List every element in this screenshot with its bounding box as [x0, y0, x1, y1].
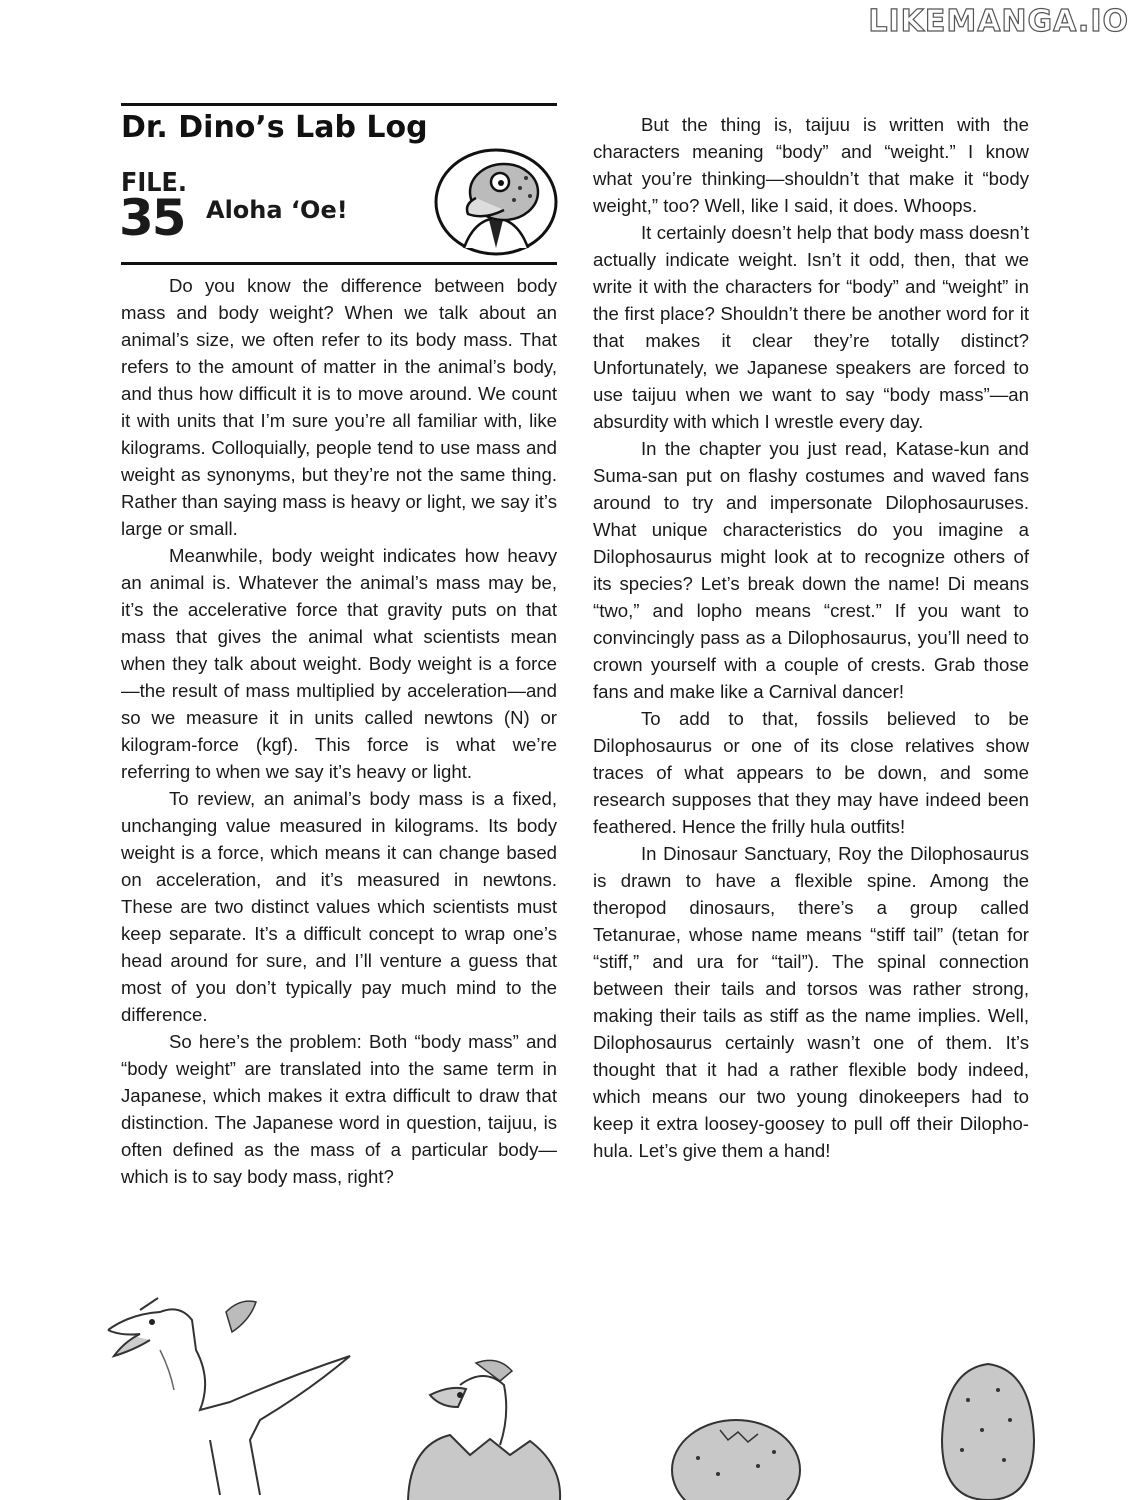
right-text-column — [593, 111, 1029, 1164]
egg-cracked-illustration — [668, 1408, 804, 1500]
paragraph: It certainly doesn’t help that body mass doesn’t actually indicate weight. Isn’t it odd, then, that we write it with the characters for “body” and “weight” in the first place? Shouldn’t there be another word for it that makes it clear they’re totally distinct? Unfortunately, we Japanese speakers are forced to use taijuu when we want to say “body mass”—an absurdity with which I wrestle every day. — [593, 222, 1029, 432]
paragraph: To review, an animal’s body mass is a fixed, unchanging value measured in kilograms. Its body weight is a force, which means it can change based on acceleration, and it’s measured in newtons. These are two distinct values which scientists must keep separate. It’s a difficult concept to wrap one’s head around for sure, and I’ll venture a guess that most of you don’t typically pay much mind to the difference. — [121, 788, 557, 1025]
paragraph: In the chapter you just read, Katase-kun and Suma-san put on flashy costumes and waved fans around to try and impersonate Dilophosauruses. What unique characteristics do you imagine a Dilophosaurus might look at to recognize others of its species? Let’s break down the name! Di means “two,” and lopho means “crest.” If you want to convincingly pass as a Dilophosaurus, you’ll need to crown yourself with a couple of crests. Grab those fans and make like a Carnival dancer! — [593, 438, 1029, 702]
hatchling-illustration — [400, 1355, 570, 1500]
paragraph: But the thing is, taijuu is written with the characters meaning “body” and “weight.” I know what you’re thinking—shouldn’t that make it “body weight,” too? Well, like I said, it does. Whoops. — [593, 114, 1029, 216]
paragraph: Meanwhile, body weight indicates how heavy an animal is. Whatever the animal’s mass may be, it’s the accelerative force that gravity puts on that mass that gives the animal what scientists mean when they talk about weight. Body weight is a force—the result of mass multiplied by acceleration—and so we measure it in units called newtons (N) or kilogram-force (kgf). This force is what we’re referring to when we say it’s heavy or light. — [121, 545, 557, 782]
dilophosaurus-illustration — [100, 1290, 360, 1500]
egg-illustration — [938, 1360, 1038, 1500]
header-top-rule — [121, 103, 557, 106]
paragraph: Do you know the difference between body mass and body weight? When we talk about an animal’s size, we often refer to its body mass. That refers to the amount of matter in the animal’s body, and thus how difficult it is to move around. We count it with units that I’m sure you’re all familiar with, like kilograms. Colloquially, people tend to use mass and weight as synonyms, but they’re not the same thing. Rather than saying mass is heavy or light, we say it’s large or small. — [121, 275, 557, 539]
file-title: Aloha ‘Oe! — [206, 196, 348, 224]
site-watermark: LIKEMANGA.IO — [868, 4, 1129, 39]
paragraph: So here’s the problem: Both “body mass” and “body weight” are translated into the same term in Japanese, which makes it extra difficult to draw that distinction. The Japanese word in question, taijuu, is often defined as the mass of a particular body—which is to say body mass, right? — [121, 1031, 557, 1187]
left-text-column — [121, 272, 557, 1190]
page-title: Dr. Dino’s Lab Log — [121, 110, 428, 145]
dr-dino-portrait-icon — [434, 148, 558, 256]
file-label: FILE. — [121, 168, 187, 198]
header-bottom-rule — [121, 262, 557, 265]
file-number: 35 — [119, 189, 185, 247]
paragraph: To add to that, fossils believed to be Dilophosaurus or one of its close relatives show traces of what appears to be down, and some research supposes that they may have indeed been feathered. Hence the frilly hula outfits! — [593, 708, 1029, 837]
paragraph: In Dinosaur Sanctuary, Roy the Dilophosaurus is drawn to have a flexible spine. Among the theropod dinosaurs, there’s a group called Tetanurae, whose name means “stiff tail” (tetan for “stiff,” and ura for “tail”). The spinal connection between their tails and torsos was rather strong, making their tails as stiff as the name implies. Well, Dilophosaurus certainly wasn’t one of them. It’s thought that it had a rather flexible body indeed, which means our two young dinokeepers had to keep it extra loosey-goosey to pull off their Dilopho-hula. Let’s give them a hand! — [593, 843, 1029, 1161]
